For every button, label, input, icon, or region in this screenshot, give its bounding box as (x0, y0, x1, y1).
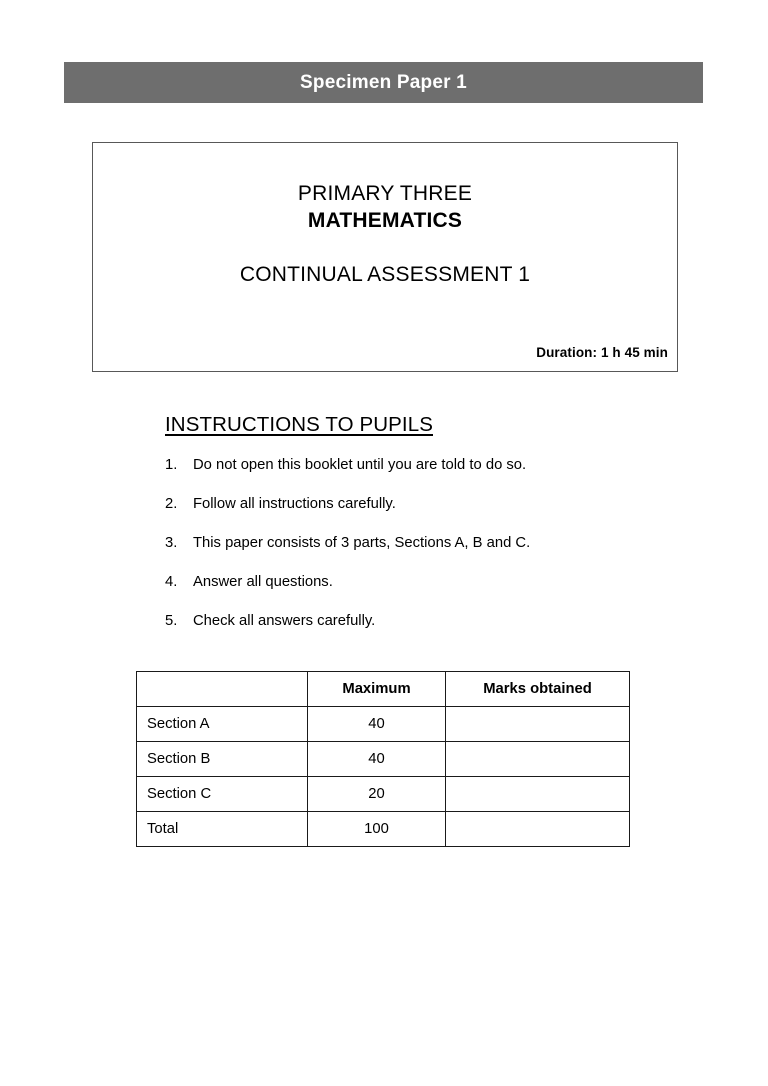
exam-duration: Duration: 1 h 45 min (536, 345, 668, 360)
marks-table (136, 671, 630, 847)
table-header-row (137, 672, 630, 707)
header-title: Specimen Paper 1 (300, 72, 467, 93)
row-maximum: 20 (308, 777, 446, 812)
row-maximum: 40 (308, 707, 446, 742)
list-item (165, 495, 645, 514)
exam-level: PRIMARY THREE (297, 182, 473, 205)
exam-title-stack (93, 180, 677, 288)
table-row (137, 707, 630, 742)
header-banner (64, 62, 703, 103)
table-row (137, 742, 630, 777)
list-item (165, 573, 645, 592)
marks-table-head (137, 672, 630, 707)
list-item-number: 3. (165, 535, 178, 551)
row-marks-obtained-field[interactable] (446, 742, 630, 777)
row-maximum-total: 100 (308, 812, 446, 847)
list-item (165, 612, 645, 631)
list-item-text: Do not open this booklet until you are told to do so. (193, 457, 527, 473)
table-row (137, 777, 630, 812)
list-item-number: 4. (165, 574, 178, 590)
exam-assessment-name: CONTINUAL ASSESSMENT 1 (239, 263, 531, 286)
instructions-heading: INSTRUCTIONS TO PUPILS (165, 413, 433, 436)
list-item-text: Follow all instructions carefully. (193, 496, 396, 512)
row-label-total: Total (137, 812, 308, 847)
row-label: Section A (137, 707, 308, 742)
list-item-text: Answer all questions. (193, 574, 333, 590)
exam-title-box (92, 142, 678, 372)
exam-subject: MATHEMATICS (307, 209, 463, 232)
table-header-blank (137, 672, 308, 707)
instructions-list (165, 456, 645, 631)
list-item (165, 534, 645, 553)
list-item-text: This paper consists of 3 parts, Sections A, B and C. (193, 535, 531, 551)
table-header-maximum: Maximum (308, 672, 446, 707)
row-maximum: 40 (308, 742, 446, 777)
row-marks-obtained-field-total[interactable] (446, 812, 630, 847)
list-item-text: Check all answers carefully. (193, 613, 376, 629)
row-label: Section C (137, 777, 308, 812)
instructions-section (165, 412, 645, 651)
row-marks-obtained-field[interactable] (446, 707, 630, 742)
table-header-marks-obtained: Marks obtained (446, 672, 630, 707)
list-item (165, 456, 645, 475)
row-marks-obtained-field[interactable] (446, 777, 630, 812)
row-label: Section B (137, 742, 308, 777)
marks-table-body (137, 707, 630, 847)
list-item-number: 2. (165, 496, 178, 512)
table-row (137, 812, 630, 847)
list-item-number: 5. (165, 613, 178, 629)
instructions-heading-wrap (165, 412, 645, 438)
list-item-number: 1. (165, 457, 178, 473)
